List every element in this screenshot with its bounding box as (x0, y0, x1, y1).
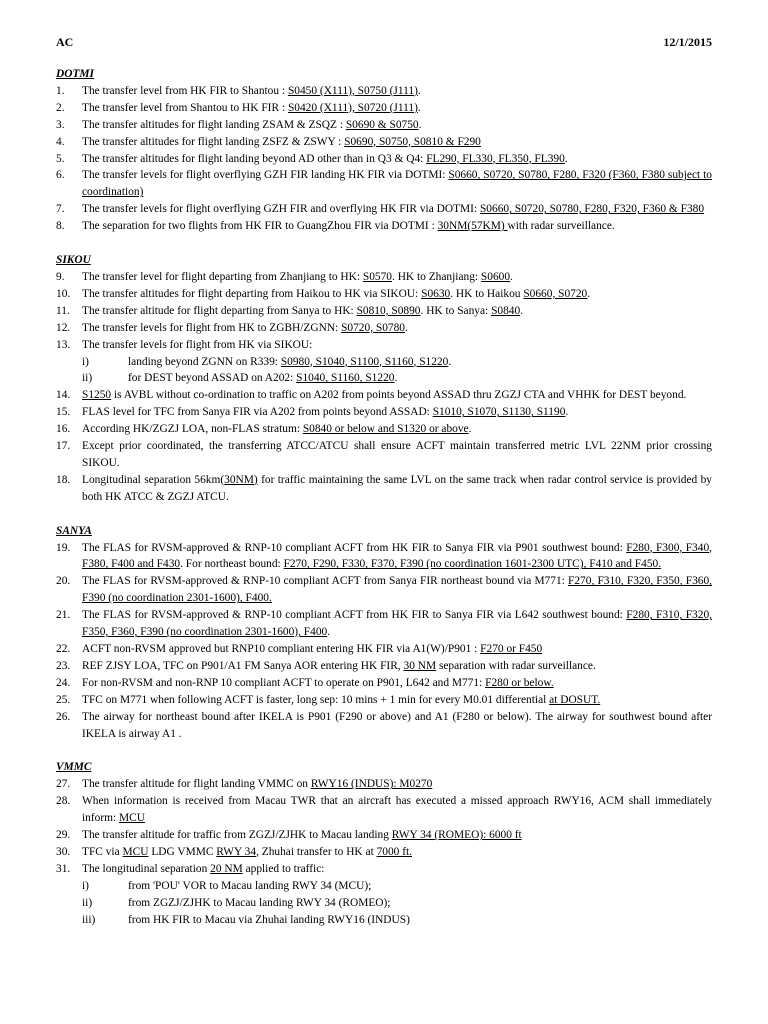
underlined-value: F280, F310, F320, F350, F360, F390 (no coordination 2301-1600), F400 (82, 609, 712, 639)
underlined-value: S0660, S0720, S0780, F280, F320, F360 & F380 (479, 203, 705, 216)
item-number: 17. (56, 440, 71, 453)
text-run: . (448, 355, 452, 368)
text-run: The longitudinal separation (82, 862, 211, 875)
sub-item-number: ii) (82, 372, 93, 385)
section-title: SANYA (56, 524, 92, 537)
item-number: 7. (56, 203, 65, 216)
text-run: . (405, 321, 408, 334)
sub-item-text (128, 912, 712, 929)
section-sikou (56, 252, 712, 506)
list-item (56, 472, 712, 506)
item-text (82, 675, 712, 692)
item-number: 5. (56, 152, 65, 165)
item-text (82, 134, 712, 151)
text-run: For non-RVSM and non-RNP 10 compliant ACFT to operate on P901, L642 and M771: (82, 676, 486, 689)
item-number: 29. (56, 829, 71, 842)
item-number: 28. (56, 795, 71, 808)
list-item (56, 303, 712, 320)
text-run: separation with radar surveillance. (436, 659, 596, 672)
text-run: . HK to Haikou (450, 287, 524, 300)
underlined-value: S1040, S1160, S1220 (296, 372, 395, 385)
text-run: REF ZJSY LOA, TFC on P901/A1 FM Sanya AOR entering HK FIR, (82, 659, 404, 672)
list-item (56, 151, 712, 168)
item-text (82, 387, 712, 404)
underlined-value: F280 or below. (485, 676, 554, 689)
text-run: landing beyond ZGNN on R339: (128, 355, 281, 368)
list-item (56, 540, 712, 574)
list-item (56, 675, 712, 692)
text-run: TFC on M771 when following ACFT is faster, long sep: 10 mins + 1 min for every M0.01 differential (82, 693, 550, 706)
page-header (56, 34, 712, 66)
text-run: The transfer altitudes for flight landing beyond AD other than in Q3 & Q4: (82, 152, 427, 165)
text-run: The transfer altitudes for flight departing from Haikou to HK via SIKOU: (82, 287, 422, 300)
item-number: 1. (56, 84, 65, 97)
text-run: TFC via (82, 845, 123, 858)
text-run: . (327, 626, 331, 639)
item-text (82, 573, 712, 607)
underlined-value: 30NM) (224, 473, 258, 486)
item-text (82, 641, 712, 658)
text-run: , Zhuhai transfer to HK at (256, 845, 377, 858)
item-text (82, 692, 712, 709)
item-number: 2. (56, 101, 65, 114)
sub-list-item (56, 912, 712, 929)
item-text (82, 167, 712, 201)
text-run: The transfer levels for flight from HK to ZGBH/ZGNN: (82, 321, 342, 334)
underlined-value: S0450 (X111), S0750 (J111) (287, 84, 418, 97)
text-run: The transfer levels for flight from HK via SIKOU: (82, 338, 313, 351)
sub-item-text (128, 370, 712, 387)
sub-item-number: i) (82, 879, 89, 892)
text-run: for traffic maintaining the same LVL on the same track when radar control service is provided by both HK ATCC & ZGZJ ATCU. (82, 473, 712, 503)
item-text (82, 117, 712, 134)
text-run: Except prior coordinated, the transferring ATCC/ATCU shall ensure ACFT maintain transferred metric LVL 22NM prior crossing SIKOU. (82, 440, 712, 469)
underlined-value: MCU (122, 845, 149, 858)
text-run: The transfer altitudes for flight landing ZSAM & ZSQZ : (82, 118, 346, 131)
section-title: SIKOU (56, 254, 91, 267)
text-run: from ZGZJ/ZJHK to Macau landing RWY 34 (ROMEO); (128, 896, 391, 909)
item-text (82, 218, 712, 235)
list-item (56, 861, 712, 878)
underlined-value: 7000 ft. (376, 845, 413, 858)
list-item (56, 607, 712, 641)
list-item (56, 692, 712, 709)
item-text (82, 201, 712, 218)
list-item (56, 404, 712, 421)
text-run: The FLAS for RVSM-approved & RNP-10 compliant ACFT from HK FIR to Sanya FIR via P901 southwest bound: (82, 541, 627, 554)
list-item (56, 201, 712, 218)
item-number: 14. (56, 389, 71, 402)
underlined-value: FL290, FL330, FL350, FL390 (426, 152, 565, 165)
list-item (56, 421, 712, 438)
list-item (56, 827, 712, 844)
list-item (56, 337, 712, 354)
text-run: . (587, 287, 591, 300)
item-text (82, 709, 712, 743)
text-run: The transfer altitudes for flight landing ZSFZ & ZSWY : (82, 135, 345, 148)
text-run: . (565, 406, 569, 419)
item-number: 23. (56, 659, 71, 672)
text-run: . HK to Sanya: (420, 304, 492, 317)
underlined-value: F270 or F450 (480, 643, 543, 655)
underlined-value: 20 NM (210, 862, 243, 875)
item-number: 24. (56, 676, 71, 689)
text-run: . (510, 270, 513, 283)
item-number: 4. (56, 135, 65, 148)
underlined-value: F280, F300, F340, F380, F400 and F430 (82, 541, 712, 571)
underlined-value: S0840 (491, 304, 521, 317)
item-text (82, 421, 712, 438)
text-run: is AVBL without co-ordination to traffic on A202 from points beyond ASSAD thru ZGZJ CTA and VHHK for DEST beyond. (111, 389, 687, 402)
underlined-value: 30 NM (403, 659, 437, 672)
document-body (56, 66, 712, 929)
list-item (56, 658, 712, 675)
underlined-value: S0630 (421, 287, 451, 300)
list-item (56, 167, 712, 201)
sub-item-text (128, 878, 712, 895)
text-run: . (468, 423, 472, 436)
underlined-value: at DOSUT. (549, 693, 601, 706)
item-number: 3. (56, 118, 65, 131)
list-item (56, 134, 712, 151)
item-text (82, 793, 712, 827)
text-run: . (564, 152, 568, 165)
item-text (82, 861, 712, 878)
section-title: VMMC (56, 761, 92, 774)
underlined-value: S0570 (362, 270, 393, 283)
sub-item-text (128, 354, 712, 371)
sub-item-number: iii) (82, 913, 96, 926)
sub-list-item (56, 878, 712, 895)
item-number: 18. (56, 473, 71, 486)
underlined-value: S0720, S0780 (341, 321, 406, 334)
text-run: FLAS level for TFC from Sanya FIR via A202 from points beyond ASSAD: (82, 406, 433, 419)
text-run: The transfer levels for flight overflying GZH FIR and overflying HK FIR via DOTMI: (82, 203, 480, 216)
item-number: 31. (56, 862, 71, 875)
item-number: 12. (56, 321, 71, 334)
list-item (56, 793, 712, 827)
item-text (82, 303, 712, 320)
list-item (56, 709, 712, 743)
sub-list-item (56, 370, 712, 387)
item-text (82, 827, 712, 844)
underlined-value: S0420 (X111), S0720 (J111) (287, 101, 418, 114)
header-left: AC (56, 35, 74, 49)
item-text (82, 151, 712, 168)
sub-list-item (56, 895, 712, 912)
item-number: 11. (56, 304, 70, 317)
underlined-value: RWY 34 (216, 845, 257, 858)
item-text (82, 320, 712, 337)
underlined-value: RWY 34 (ROMEO): 6000 ft (391, 829, 522, 842)
text-run: for DEST beyond ASSAD on A202: (128, 372, 297, 385)
header-date: 12/1/2015 (663, 35, 712, 49)
item-text (82, 337, 712, 354)
section-vmmc (56, 759, 712, 928)
list-item (56, 100, 712, 117)
item-text (82, 776, 712, 793)
text-run: The transfer altitude for flight landing VMMC on (82, 778, 311, 791)
underlined-value: RWY16 (INDUS): M0270 (310, 778, 433, 791)
text-run: . (418, 118, 422, 131)
sub-item-number: ii) (82, 896, 93, 909)
text-run: The transfer level from Shantou to HK FIR : (82, 101, 288, 114)
list-item (56, 320, 712, 337)
underlined-value: S0660, S0720 (523, 287, 588, 300)
item-text (82, 844, 712, 861)
item-text (82, 472, 712, 506)
section-sanya (56, 523, 712, 743)
sub-item-number: i) (82, 355, 89, 368)
text-run: When information is received from Macau TWR that an aircraft has executed a missed approach RWY16, ACM shall immediately inform: (82, 795, 712, 825)
item-text (82, 269, 712, 286)
item-number: 21. (56, 609, 71, 622)
underlined-value: S0660, S0720, S0780, F280, F320 (F360, F380 subject to coordination) (82, 169, 712, 199)
item-text (82, 100, 712, 117)
list-item (56, 387, 712, 404)
sub-item-text (128, 895, 712, 912)
list-item (56, 438, 712, 472)
text-run: The transfer altitude for flight departing from Sanya to HK: (82, 304, 357, 317)
list-item (56, 83, 712, 100)
sub-list-item (56, 354, 712, 371)
underlined-value: S0690 & S0750 (345, 118, 419, 131)
list-item (56, 286, 712, 303)
underlined-value: MCU (119, 812, 145, 825)
item-number: 15. (56, 406, 71, 419)
document-page (56, 34, 712, 946)
item-text (82, 540, 712, 574)
text-run: with radar surveillance. (507, 220, 615, 233)
item-number: 9. (56, 270, 65, 283)
item-number: 6. (56, 169, 65, 182)
underlined-value: S0810, S0890 (356, 304, 421, 317)
text-run: The FLAS for RVSM-approved & RNP-10 compliant ACFT from Sanya FIR northeast bound via M771: (82, 575, 569, 588)
list-item (56, 117, 712, 134)
item-number: 13. (56, 338, 71, 351)
text-run: The airway for northeast bound after IKELA is P901 (F290 or above) and A1 (F280 or below). The airway for southwest bound after IKELA is airway A1 . (82, 710, 712, 740)
underlined-value: F270, F290, F330, F370, F390 (no coordination 1601-2300 UTC), F410 and F450. (283, 558, 662, 571)
list-item (56, 776, 712, 793)
list-item (56, 844, 712, 861)
item-number: 19. (56, 541, 71, 554)
text-run: The transfer levels for flight overflying GZH FIR landing HK FIR via DOTMI: (82, 169, 449, 182)
item-number: 22. (56, 643, 71, 655)
text-run: from 'POU' VOR to Macau landing RWY 34 (MCU); (128, 879, 372, 892)
item-text (82, 658, 712, 675)
text-run: . (520, 304, 524, 317)
text-run: The FLAS for RVSM-approved & RNP-10 compliant ACFT from HK FIR to Sanya FIR via L642 southwest bound: (82, 609, 627, 622)
text-run: ACFT non-RVSM approved but RNP10 compliant entering HK FIR via A1(W)/P901 : (82, 643, 481, 655)
text-run: applied to traffic: (242, 862, 325, 875)
text-run: . (417, 101, 421, 114)
item-text (82, 607, 712, 641)
item-number: 20. (56, 575, 71, 588)
text-run: . (394, 372, 398, 385)
item-number: 10. (56, 287, 71, 300)
section-dotmi (56, 66, 712, 235)
list-item (56, 641, 712, 658)
text-run: According HK/ZGZJ LOA, non-FLAS stratum: (82, 423, 303, 436)
text-run: The transfer level from HK FIR to Shantou : (82, 84, 288, 97)
underlined-value: S0980, S1040, S1100, S1160, S1220 (280, 355, 449, 368)
text-run: Longitudinal separation 56km( (82, 473, 225, 486)
item-text (82, 83, 712, 100)
item-number: 26. (56, 710, 71, 723)
underlined-value: S0600 (480, 270, 511, 283)
text-run: LDG VMMC (148, 845, 217, 858)
text-run: . HK to Zhanjiang: (392, 270, 481, 283)
underlined-value: 30NM(57KM) (437, 220, 508, 233)
underlined-value: S1010, S1070, S1130, S1190 (432, 406, 566, 419)
section-title: DOTMI (56, 68, 94, 80)
text-run: The transfer level for flight departing from Zhanjiang to HK: (82, 270, 363, 283)
text-run: . (417, 84, 421, 97)
item-text (82, 286, 712, 303)
item-number: 30. (56, 845, 71, 858)
list-item (56, 269, 712, 286)
underlined-value: S0840 or below and S1320 or above (302, 423, 469, 436)
text-run: from HK FIR to Macau via Zhuhai landing RWY16 (INDUS) (128, 913, 410, 926)
item-number: 8. (56, 220, 65, 233)
text-run: The separation for two flights from HK FIR to GuangZhou FIR via DOTMI : (82, 220, 438, 233)
text-run: . For northeast bound: (180, 558, 284, 571)
list-item (56, 218, 712, 235)
text-run: The transfer altitude for traffic from ZGZJ/ZJHK to Macau landing (82, 829, 392, 842)
underlined-value: F270, F310, F320, F350, F360, F390 (no coordination 2301-1600), F400. (82, 575, 713, 605)
list-item (56, 573, 712, 607)
item-number: 25. (56, 693, 71, 706)
item-text (82, 438, 712, 472)
item-text (82, 404, 712, 421)
item-number: 27. (56, 778, 71, 791)
underlined-value: S1250 (82, 389, 112, 402)
item-number: 16. (56, 423, 71, 436)
underlined-value: S0690, S0750, S0810 & F290 (344, 135, 481, 148)
